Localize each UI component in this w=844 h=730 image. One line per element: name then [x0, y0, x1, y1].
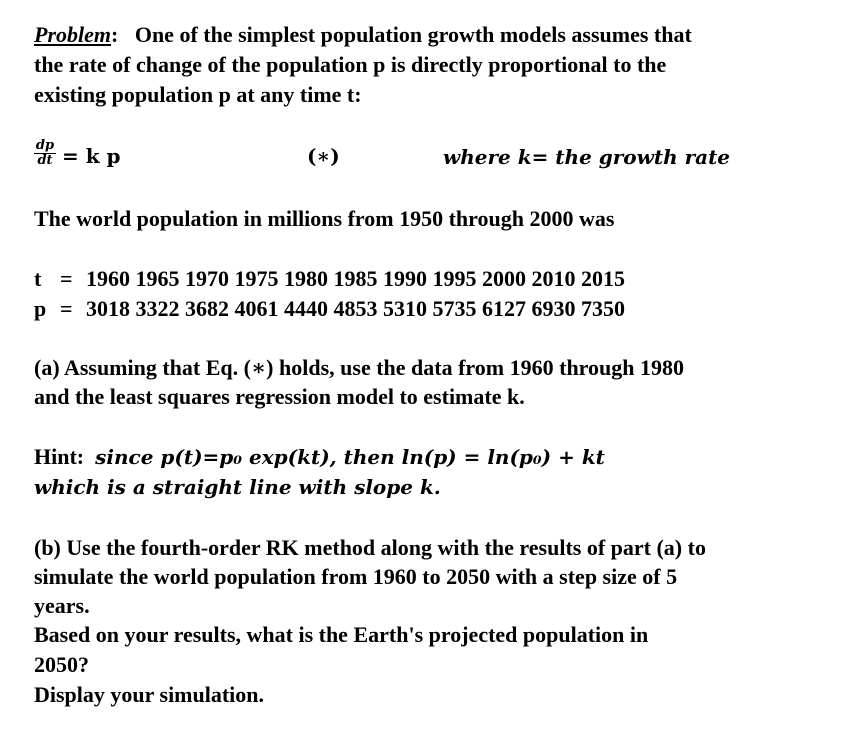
derivative-fraction	[34, 140, 56, 167]
equation-rhs: = k p	[62, 144, 121, 168]
p-value: 4440	[284, 296, 328, 321]
p-value: 3018	[86, 296, 130, 321]
hint-formula: since p(t)=p₀ exp(kt), then ln(p) = ln(p₀) + kt	[95, 445, 605, 469]
part-a-line-1: (a) Assuming that Eq. (∗) holds, use the data from 1960 through 1980	[34, 355, 685, 380]
part-b-line-2: simulate the world population from 1960 to 2050 with a step size of 5	[34, 564, 678, 589]
p-value: 5735	[432, 296, 477, 321]
p-value: 6127	[482, 296, 526, 321]
equation-tag: (∗)	[307, 144, 340, 168]
part-b-line-6: Display your simulation.	[34, 682, 265, 707]
t-values	[86, 266, 625, 291]
t-value: 1970	[185, 266, 229, 291]
p-values	[86, 296, 625, 321]
p-value: 4061	[234, 296, 279, 321]
fraction-denominator: dt	[37, 153, 53, 168]
t-value: 2000	[482, 266, 526, 291]
p-value: 4853	[333, 296, 378, 321]
hint-label: Hint:	[34, 444, 85, 469]
p-row	[34, 296, 625, 322]
part-b-line-3: years.	[34, 593, 90, 618]
p-value: 5310	[383, 296, 427, 321]
t-equals: =	[60, 266, 73, 291]
p-equals: =	[60, 296, 73, 321]
t-value: 1990	[383, 266, 427, 291]
t-label: t	[34, 266, 42, 291]
problem-label: Problem	[34, 22, 111, 47]
data-intro: The world population in millions from 1950 through 2000 was	[34, 206, 615, 231]
p-value: 7350	[581, 296, 625, 321]
p-value: 3322	[135, 296, 180, 321]
t-value: 1960	[86, 266, 130, 291]
p-value: 6930	[531, 296, 576, 321]
problem-line-3: existing population p at any time t:	[34, 82, 362, 107]
p-label: p	[34, 296, 47, 321]
hint-line-2: which is a straight line with slope k.	[34, 475, 441, 499]
t-value: 2010	[531, 266, 576, 291]
problem-line-2: the rate of change of the population p is directly proportional to the	[34, 52, 667, 77]
problem-text-1: One of the simplest population growth models assumes that	[134, 22, 692, 47]
equation-where: where k= the growth rate	[443, 145, 731, 169]
t-value: 1980	[284, 266, 328, 291]
part-b-line-5: 2050?	[34, 652, 89, 677]
part-a-line-2: and the least squares regression model to estimate k.	[34, 384, 525, 409]
part-b-line-4: Based on your results, what is the Earth's projected population in	[34, 622, 649, 647]
fraction-numerator: dp	[35, 138, 55, 153]
t-value: 1985	[333, 266, 378, 291]
part-b-line-1: (b) Use the fourth-order RK method along with the results of part (a) to	[34, 535, 706, 560]
t-row	[34, 266, 625, 292]
t-value: 2015	[581, 266, 625, 291]
hint-line-1	[34, 444, 605, 470]
t-value: 1965	[135, 266, 180, 291]
problem-line-1: Problem: One of the simplest population growth models assumes that	[34, 22, 692, 47]
t-value: 1995	[432, 266, 477, 291]
t-value: 1975	[234, 266, 279, 291]
p-value: 3682	[185, 296, 229, 321]
